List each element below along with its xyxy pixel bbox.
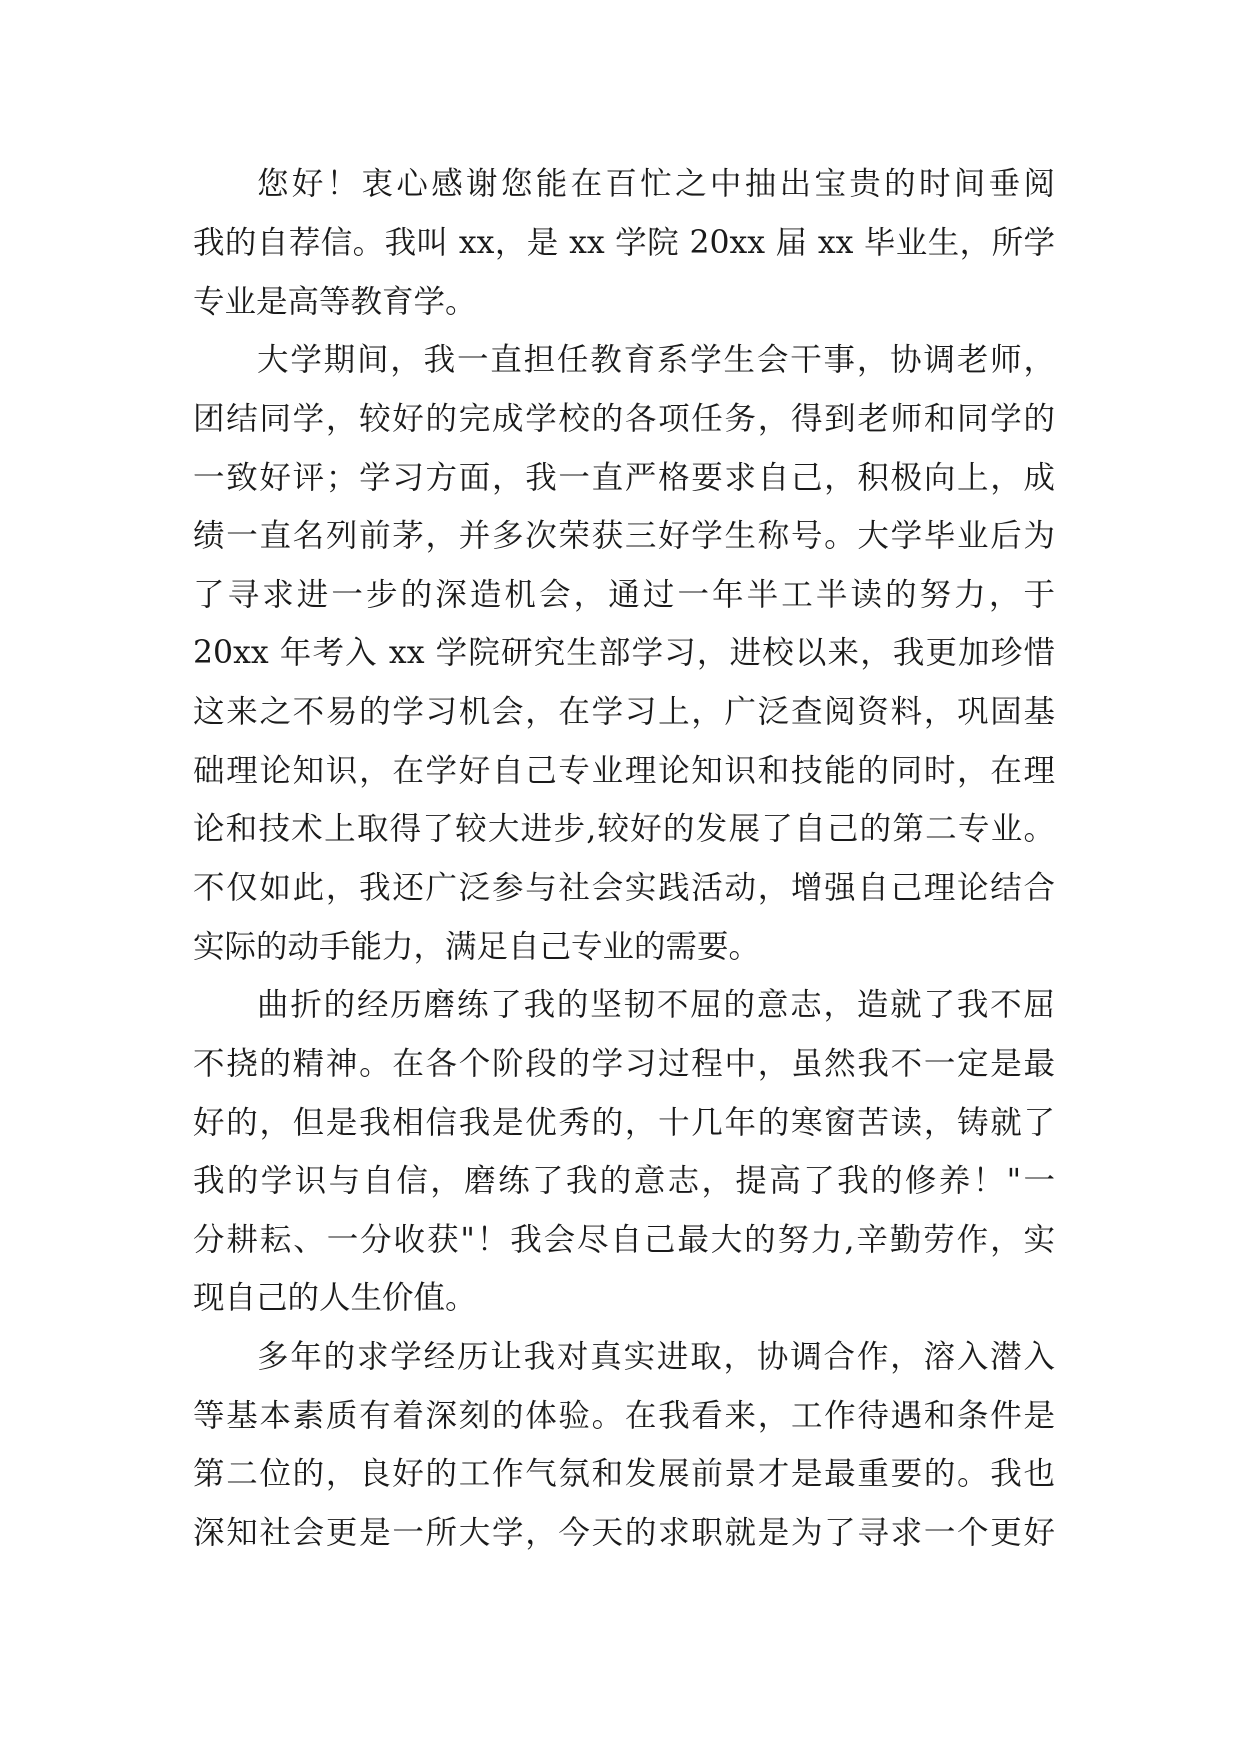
- text-line: 论和技术上取得了较大进步,较好的发展了自己的第二专业。: [193, 811, 1055, 847]
- text-line: 一致好评；学习方面，我一直严格要求自己，积极向上，成: [193, 460, 1055, 496]
- text-line: 好的，但是我相信我是优秀的，十几年的寒窗苦读，铸就了: [193, 1105, 1055, 1141]
- text-line: 我的学识与自信，磨练了我的意志，提高了我的修养！"一: [193, 1163, 1055, 1199]
- text-line: 多年的求学经历让我对真实进取，协调合作，溶入潜入: [257, 1339, 1055, 1375]
- text-line: 大学期间，我一直担任教育系学生会干事，协调老师，: [257, 342, 1055, 378]
- text-line: 等基本素质有着深刻的体验。在我看来，工作待遇和条件是: [193, 1398, 1055, 1434]
- text-line: 础理论知识，在学好自己专业理论知识和技能的同时，在理: [193, 753, 1055, 789]
- text-line: 分耕耘、一分收获"！我会尽自己最大的努力,辛勤劳作，实: [193, 1222, 1055, 1258]
- text-line: 团结同学，较好的完成学校的各项任务，得到老师和同学的: [193, 401, 1055, 437]
- text-line: 20xx 年考入 xx 学院研究生部学习，进校以来，我更加珍惜: [193, 635, 1055, 671]
- text-line: 了寻求进一步的深造机会，通过一年半工半读的努力，于: [193, 577, 1055, 613]
- text-line: 曲折的经历磨练了我的坚韧不屈的意志，造就了我不屈: [257, 987, 1055, 1023]
- text-line: 不仅如此，我还广泛参与社会实践活动，增强自己理论结合: [193, 870, 1055, 906]
- text-line: 不挠的精神。在各个阶段的学习过程中，虽然我不一定是最: [193, 1046, 1055, 1082]
- text-line: 绩一直名列前茅，并多次荣获三好学生称号。大学毕业后为: [193, 518, 1055, 554]
- text-line: 我的自荐信。我叫 xx，是 xx 学院 20xx 届 xx 毕业生，所学: [193, 225, 1055, 261]
- text-line: 第二位的，良好的工作气氛和发展前景才是最重要的。我也: [193, 1456, 1055, 1492]
- text-line: 实际的动手能力，满足自己专业的需要。: [193, 929, 761, 965]
- text-line: 专业是高等教育学。: [193, 284, 477, 320]
- text-line: 您好！衷心感谢您能在百忙之中抽出宝贵的时间垂阅: [257, 166, 1055, 202]
- text-line: 深知社会更是一所大学，今天的求职就是为了寻求一个更好: [193, 1515, 1055, 1551]
- text-line: 现自己的人生价值。: [193, 1280, 477, 1316]
- text-line: 这来之不易的学习机会，在学习上，广泛查阅资料，巩固基: [193, 694, 1055, 730]
